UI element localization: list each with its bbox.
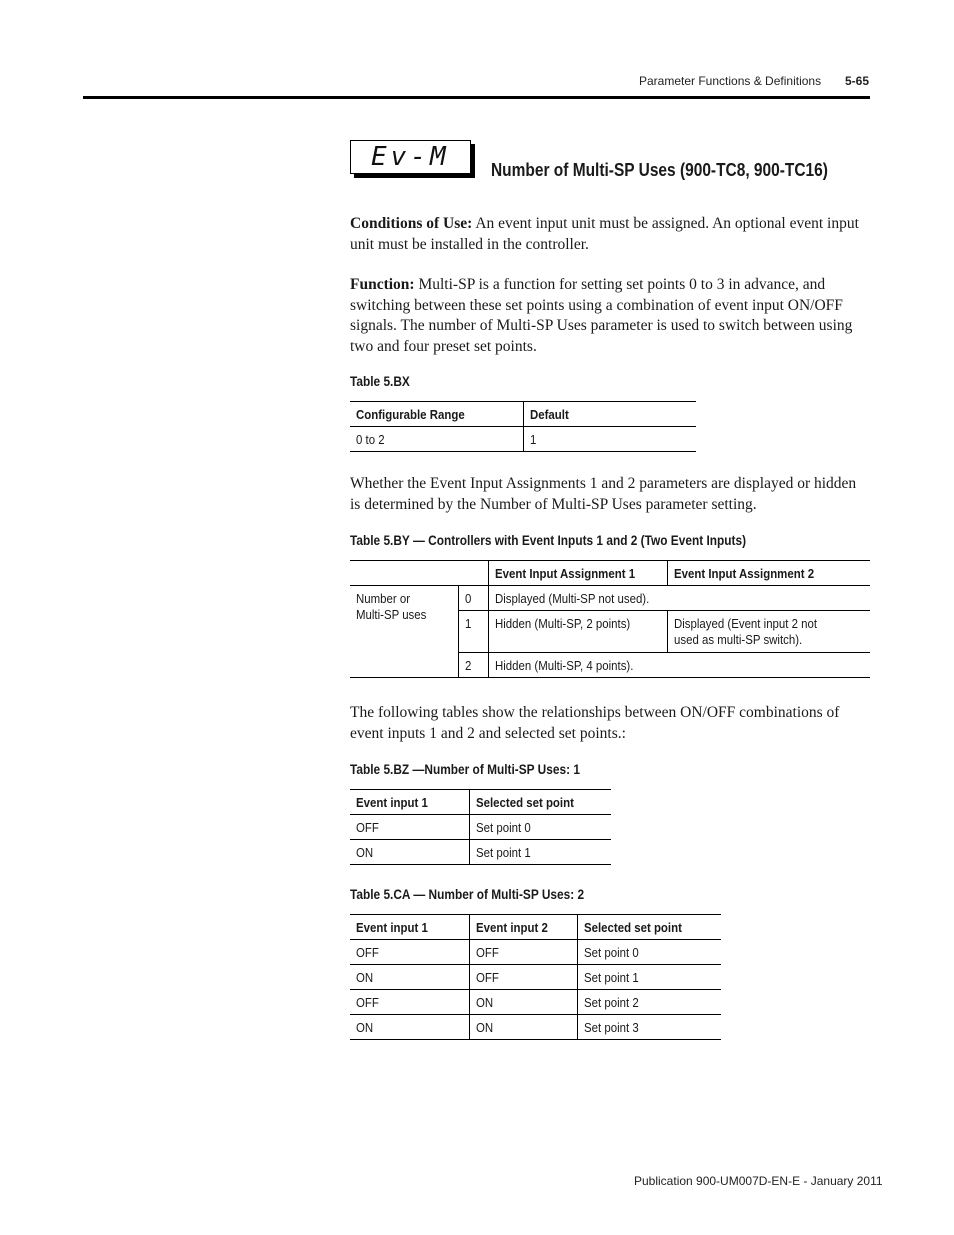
table-bz: [350, 789, 611, 865]
table-header-cell: [458, 561, 489, 586]
combinations-paragraph: The following tables show the relationships between ON/OFF combinations of event inputs 1 and 2 and selected set points.:: [350, 704, 840, 742]
function-label: Function:: [350, 276, 415, 293]
conditions-label: Conditions of Use:: [350, 215, 473, 232]
table-row: [350, 990, 721, 1015]
table-header-cell: Event Input Assignment 2: [674, 566, 815, 581]
table-cell: ON: [350, 965, 470, 990]
table-cell: OFF: [470, 965, 578, 990]
table-cell: ON: [350, 840, 470, 865]
table-header-cell: Event input 2: [470, 915, 578, 940]
table-cell: Set point 3: [584, 1020, 639, 1035]
table-cell: 1: [458, 611, 489, 653]
table-cell: OFF: [350, 940, 470, 965]
table-cell: 0 to 2: [350, 427, 524, 452]
parameter-display-code: Ev-M: [371, 142, 450, 172]
table-cell: Displayed (Event input 2 not used as multi-SP switch).: [674, 616, 818, 647]
running-header-title: Parameter Functions & Definitions: [639, 74, 822, 88]
table-cell: Hidden (Multi-SP, 2 points): [489, 611, 668, 653]
table-header-cell: Event Input Assignment 1: [489, 561, 668, 586]
table-row: [350, 965, 721, 990]
table-cell: Set point 0: [476, 820, 531, 835]
table-row: [350, 840, 611, 865]
table-header-cell: Event input 1: [350, 790, 470, 815]
conditions-paragraph: [350, 214, 866, 255]
table-cell: ON: [470, 1015, 578, 1040]
table-bx-caption: Table 5.BX: [350, 374, 410, 389]
table-cell: 1: [530, 432, 537, 447]
table-header-cell: Selected set point: [476, 795, 574, 810]
table-row: [350, 1015, 721, 1040]
table-cell: OFF: [350, 815, 470, 840]
table-by: [350, 560, 870, 678]
table-cell: OFF: [470, 940, 578, 965]
table-cell: Set point 2: [584, 995, 639, 1010]
table-by-caption: Table 5.BY — Controllers with Event Inputs 1 and 2 (Two Event Inputs): [350, 533, 747, 548]
table-cell: ON: [350, 1015, 470, 1040]
table-bx: [350, 401, 696, 452]
table-header-cell: Default: [530, 407, 569, 422]
table-cell: 0: [458, 586, 489, 611]
conditions-text: An event input unit must be assigned. An optional event input unit must be installed in the controller.: [350, 215, 859, 253]
section-heading: Number of Multi-SP Uses (900-TC8, 900-TC16): [491, 160, 828, 180]
publication-footer: Publication 900-UM007D-EN-E - January 2011: [634, 1174, 883, 1188]
table-bz-caption: Table 5.BZ —Number of Multi-SP Uses: 1: [350, 762, 580, 777]
table-cell: Set point 1: [584, 970, 639, 985]
function-text: Multi-SP is a function for setting set points 0 to 3 in advance, and switching between these set points using a combination of event input ON/OFF signals. The number of Multi-SP Uses parameter is used to switch between using two and four preset set points.: [350, 276, 853, 355]
table-ca-caption: Table 5.CA — Number of Multi-SP Uses: 2: [350, 887, 585, 902]
table-header-cell: Configurable Range: [350, 402, 524, 427]
event-assignment-paragraph: Whether the Event Input Assignments 1 and 2 parameters are displayed or hidden is determined by the Number of Multi-SP Uses parameter setting.: [350, 475, 857, 513]
parameter-display-box: [350, 140, 471, 174]
table-header-cell: Selected set point: [584, 920, 682, 935]
table-header-cell: Event input 1: [350, 915, 470, 940]
table-cell: Hidden (Multi-SP, 4 points).: [495, 658, 634, 673]
table-row: [350, 940, 721, 965]
header-rule: [83, 96, 870, 99]
table-cell: ON: [470, 990, 578, 1015]
table-ca: [350, 914, 721, 1040]
table-header-cell: [350, 561, 458, 586]
table-row: [350, 815, 611, 840]
table-cell: Displayed (Multi-SP not used).: [495, 591, 650, 606]
table-cell: Set point 1: [476, 845, 531, 860]
table-cell: OFF: [350, 990, 470, 1015]
function-paragraph: [350, 275, 866, 357]
table-cell: 2: [458, 653, 489, 678]
page-number: 5-65: [845, 74, 870, 88]
table-cell: Set point 0: [584, 945, 639, 960]
table-row-label: Number or Multi-SP uses: [350, 586, 458, 678]
